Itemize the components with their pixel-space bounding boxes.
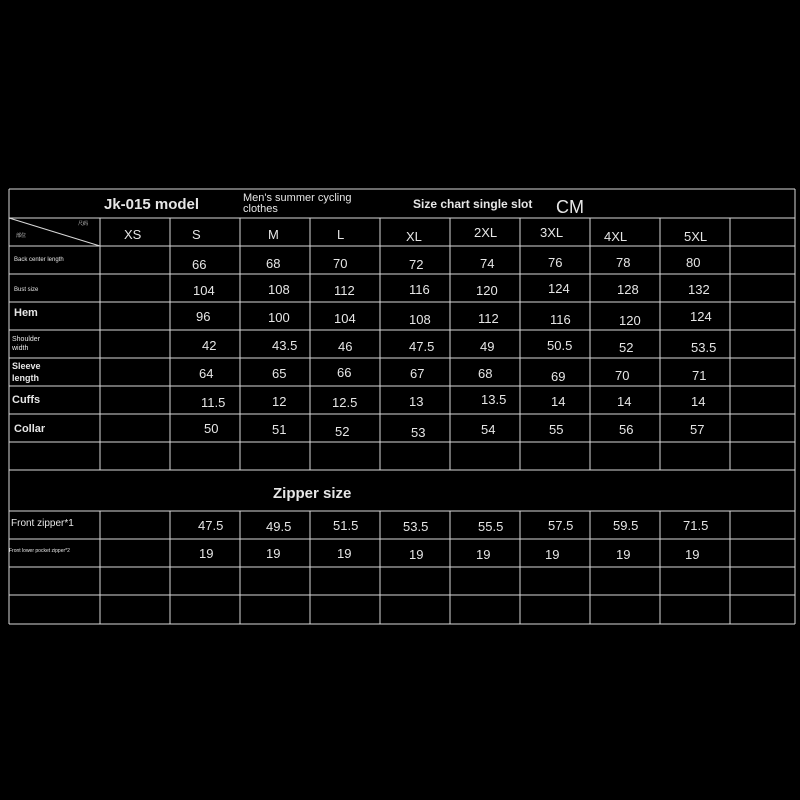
row-label-back-center-length: Back center length [14,257,64,263]
table-cell: 108 [409,312,431,327]
table-cell: 68 [478,366,493,381]
table-cell: 68 [266,256,281,271]
table-cell: 49 [480,339,495,354]
table-cell: 19 [409,547,424,562]
table-cell: 19 [616,547,631,562]
chart-name: Size chart single slot [413,197,533,211]
table-cell: 50 [204,421,219,436]
table-cell: 57 [690,422,705,437]
row-label-sleeve-length: Sleeve length [12,361,41,383]
unit-label: CM [556,197,584,217]
table-cell: 47.5 [409,339,435,354]
row-label-hem: Hem [14,307,38,319]
table-cell: 104 [193,283,215,298]
table-cell: 11.5 [201,395,226,410]
row-label-collar: Collar [14,423,46,435]
corner-part-label: 部位 [16,233,27,239]
table-cell: 56 [619,422,634,437]
table-cell: 65 [272,366,287,381]
table-cell: 42 [202,338,217,353]
table-cell: 47.5 [198,518,224,533]
table-cell: 12.5 [332,395,358,410]
table-cell: 74 [480,256,495,271]
table-cell: 52 [619,340,634,355]
model-title: Jk-015 model [104,196,200,213]
table-cell: 53.5 [403,519,429,534]
table-cell: 80 [686,255,701,270]
table-cell: 116 [550,312,571,327]
table-cell: 70 [333,256,348,271]
table-cell: 66 [337,365,352,380]
table-cell: 116 [409,282,430,297]
table-cell: 71.5 [683,518,709,533]
table-cell: 43.5 [272,338,298,353]
table-cell: 19 [199,546,214,561]
table-cell: 54 [481,422,496,437]
table-cell: 108 [268,282,290,297]
table-cell: 76 [548,255,563,270]
table-cell: 19 [685,547,700,562]
row-label-shoulder-width: Shoulder width [12,336,41,352]
table-cell: 132 [688,282,710,297]
size-header: XS [124,227,142,242]
row-label-cuffs: Cuffs [12,394,41,406]
table-cell: 51.5 [333,518,359,533]
table-cell: 112 [334,283,355,298]
table-cell: 67 [410,366,425,381]
table-cell: 66 [192,257,207,272]
table-cell: 49.5 [266,519,292,534]
table-cell: 64 [199,366,214,381]
table-cell: 124 [690,309,712,324]
size-header: L [337,227,345,242]
table-cell: 14 [691,394,706,409]
table-cell: 57.5 [548,518,574,533]
table-cell: 52 [335,424,350,439]
table-cell: 59.5 [613,518,639,533]
table-cell: 124 [548,281,570,296]
size-header: 4XL [604,229,628,244]
size-header: 3XL [540,225,564,240]
table-cell: 72 [409,257,424,272]
table-cell: 128 [617,282,639,297]
table-cell: 13.5 [481,392,507,407]
table-cell: 96 [196,309,211,324]
table-cell: 13 [409,394,424,409]
table-cell: 112 [478,311,499,326]
row-label-front-zipper: Front zipper*1 [11,518,74,529]
table-cell: 19 [476,547,491,562]
table-cell: 51 [272,422,287,437]
table-cell: 19 [545,547,560,562]
table-cell: 120 [476,283,498,298]
table-cell: 70 [615,368,630,383]
table-cell: 55.5 [478,519,504,534]
table-cell: 50.5 [547,338,573,353]
corner-size-label: 尺码 [78,221,89,227]
size-header: M [268,227,279,242]
table-cell: 53.5 [691,340,717,355]
table-cell: 120 [619,313,641,328]
table-cell: 53 [411,425,426,440]
product-name: Men's summer cycling clothes [243,192,352,215]
size-header: XL [406,229,422,244]
table-cell: 14 [617,394,632,409]
table-cell: 55 [549,422,564,437]
zipper-section-title: Zipper size [273,485,352,502]
table-cell: 12 [272,394,287,409]
table-cell: 19 [337,546,352,561]
table-cell: 71 [692,368,707,383]
size-header: 5XL [684,229,708,244]
table-cell: 100 [268,310,290,325]
table-cell: 104 [334,311,356,326]
table-cell: 78 [616,255,631,270]
table-cell: 69 [551,369,566,384]
row-label-front-lower-pocket-zipper: Front lower pocket zipper*2 [9,548,70,554]
size-header: 2XL [474,225,498,240]
row-label-bust-size: Bust size [14,287,39,293]
table-cell: 46 [338,339,353,354]
table-cell: 14 [551,394,566,409]
table-cell: 19 [266,546,281,561]
size-header: S [192,227,201,242]
